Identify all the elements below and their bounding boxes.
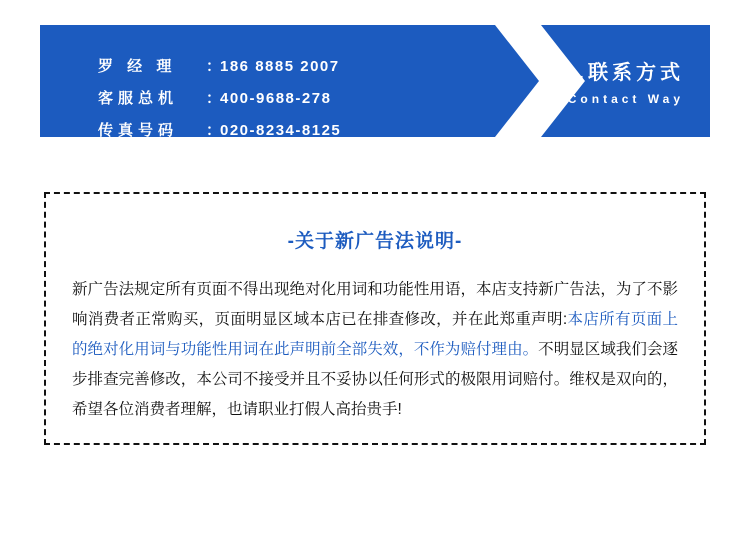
- contact-colon: ：: [206, 122, 223, 137]
- banner-title-block: [563, 61, 684, 106]
- contact-colon: ：: [206, 58, 223, 75]
- contact-label: 传真号码: [98, 122, 179, 137]
- contact-label: 罗 经 理: [98, 58, 177, 75]
- section-title: 6.联系方式: [563, 62, 684, 84]
- contact-banner: [40, 25, 710, 137]
- advertising-law-notice: [44, 192, 706, 445]
- notice-title: -关于新广告法说明-: [287, 231, 463, 252]
- contact-value: 400-9688-278: [220, 90, 332, 107]
- contact-value: 020-8234-8125: [220, 122, 342, 137]
- notice-text-part1: 新广告法规定所有页面不得出现绝对化用词和功能性用语，本店支持新广告法，为了不影响消费者正常购买，页面明显区域本店已在排查修改，并在此郑重声明:: [72, 281, 678, 328]
- contact-label: 客服总机: [98, 90, 179, 107]
- notice-text-part2: 不明显区域我们会逐步排查完善修改，本公司不接受并且不妥协以任何形式的极限用词赔付。维权是双向的，希望各位消费者理解，也请职业打假人高抬贵手!: [72, 341, 678, 418]
- contact-colon: ：: [206, 90, 223, 107]
- contact-row: [98, 119, 498, 137]
- section-subtitle: Contact Way: [567, 92, 684, 106]
- contact-list: [98, 55, 498, 137]
- notice-body: [72, 275, 678, 425]
- notice-text-highlight: 本店所有页面上的绝对化用词与功能性用词在此声明前全部失效，不作为赔付理由。: [72, 311, 678, 358]
- contact-row: [98, 87, 498, 108]
- contact-row: [98, 55, 498, 76]
- contact-value: 186 8885 2007: [220, 58, 340, 75]
